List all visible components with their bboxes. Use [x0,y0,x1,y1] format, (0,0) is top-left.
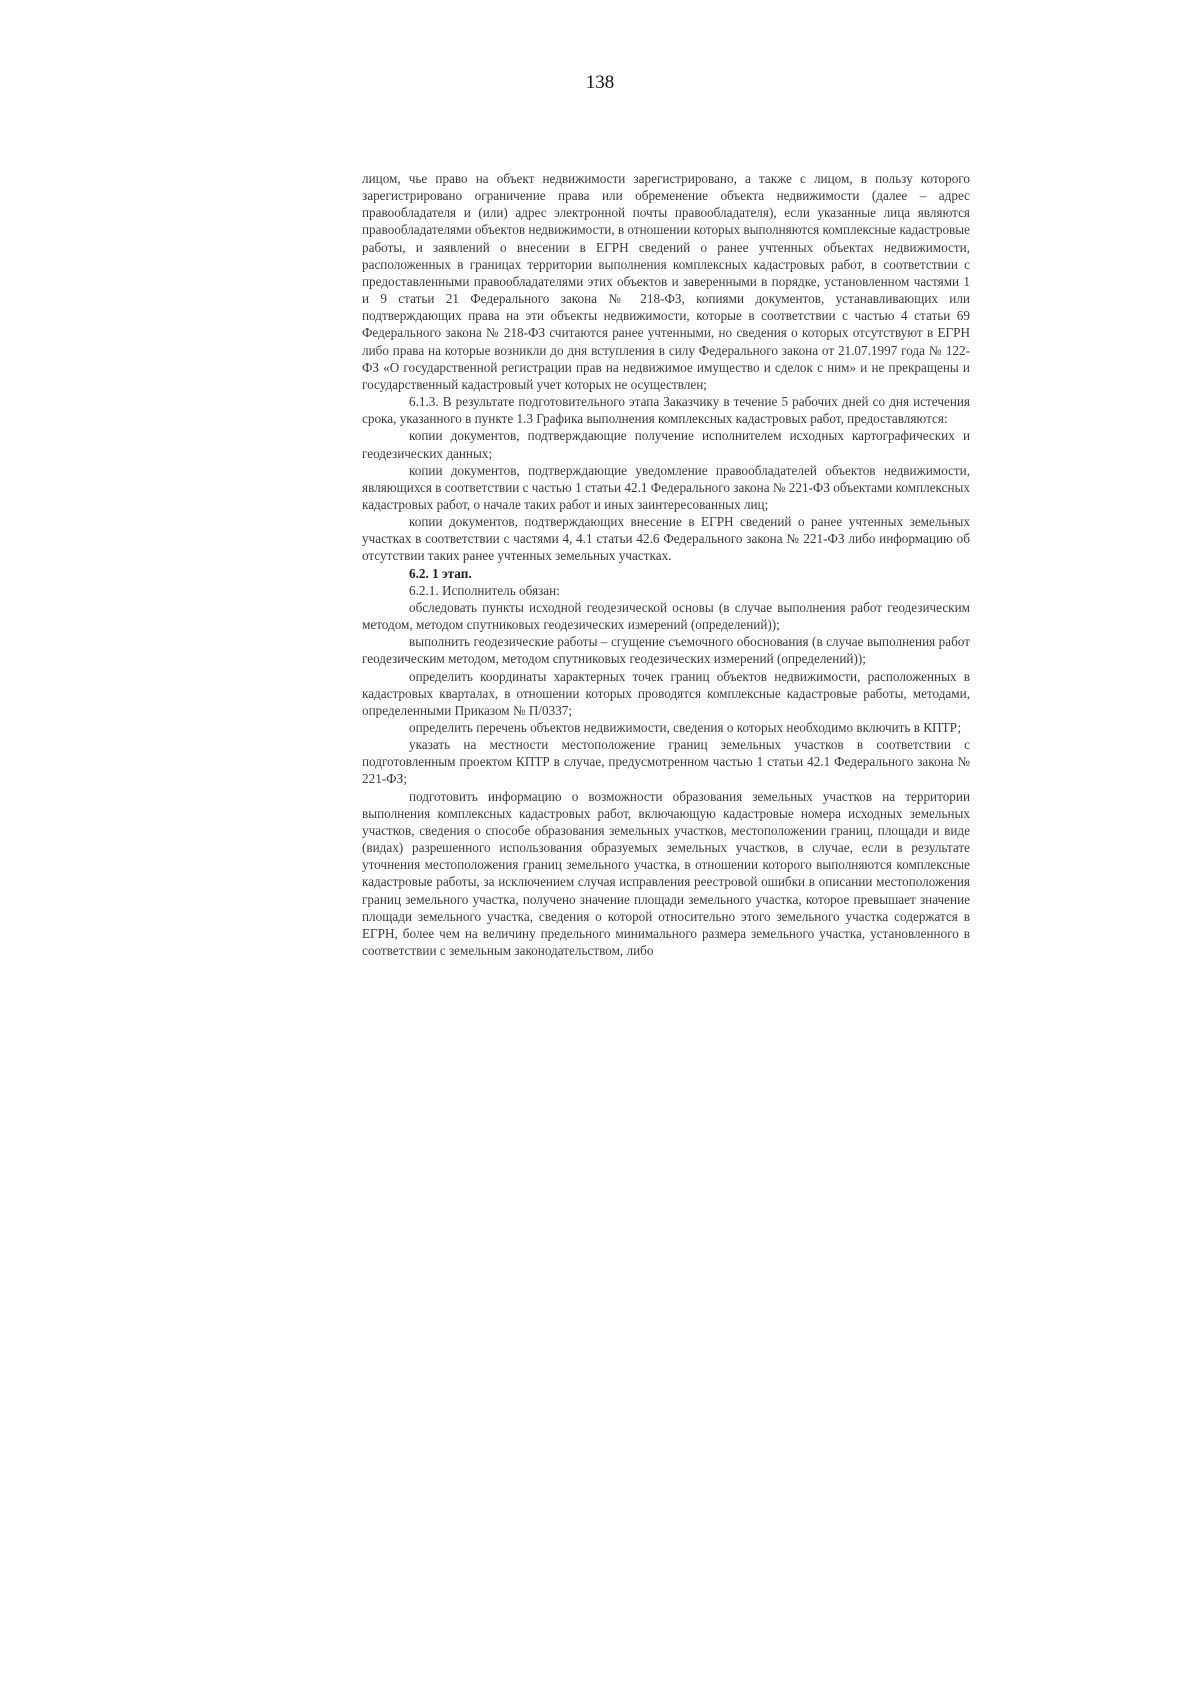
list-item-object-list: определить перечень объектов недвижимости, сведения о которых необходимо включить в КПТР; [409,720,962,735]
list-item-egrn-records: копии документов, подтверждающих внесение в ЕГРН сведений о ранее учтенных земельных участках в соответствии с частями 4, 4.1 статьи 42.6 Федерального закона № 221-ФЗ либо информацию об отсутствии таких ранее учтенных земельных участках. [362,514,970,564]
paragraph-6-2-1: 6.2.1. Исполнитель обязан: [409,582,560,598]
list-item-land-formation-info: подготовить информацию о возможности образования земельных участков на территории выполнения комплексных кадастровых работ, включающую кадастровые номера исходных земельных участков, сведения о способе образования земельных участков, местоположении границ, площади и виде (видах) разрешенного использования образуемых земельных участков, в случае, если в результате уточнения местоположения границ земельного участка, в отношении которого выполняются комплексные кадастровые работы, за исключением случая исправления реестровой ошибки в описании местоположения границ земельного участка, получено значение площади земельного участка, которое превышает значение площади земельного участка, сведения о которой относительно этого земельного участка содержатся в ЕГРН, более чем на величину предельного минимального размера земельного участка, установленного в соответствии с земельным законодательством, либо [362,788,970,959]
document-body [362,170,970,959]
page-number: 138 [585,72,615,93]
paragraph-continuation: лицом, чье право на объект недвижимости зарегистрировано, а также с лицом, в пользу которого зарегистрировано ограничение права или обременение объекта недвижимости (далее – адрес правообладателя и (или) адрес электронной почты правообладателя), если указанные лица являются правообладателями объектов недвижимости, в отношении которых выполняются комплексные кадастровые работы, и заявлений о внесении в ЕГРН сведений о ранее учтенных объектах недвижимости, расположенных в границах территории выполнения комплексных кадастровых работ, в соответствии с предоставленными правообладателями этих объектов и заверенными в порядке, установленном частями 1 и 9 статьи 21 Федерального закона № 218-ФЗ, копиями документов, устанавливающих или подтверждающих права на эти объекты недвижимости, которые в соответствии с частью 4 статьи 69 Федерального закона № 218-ФЗ считаются ранее учтенными, но сведения о которых отсутствуют в ЕГРН либо права на которые возникли до дня вступления в силу Федерального закона от 21.07.1997 года № 122-ФЗ «О государственной регистрации прав на недвижимое имущество и сделок с ним» и не прекращены и государственный кадастровый учет которых не осуществлен; [362,171,970,392]
section-heading-6-2: 6.2. 1 этап. [409,565,472,581]
list-item-owner-notification: копии документов, подтверждающие уведомление правообладателей объектов недвижимости, являющихся в соответствии с частью 1 статьи 42.1 Федерального закона № 221-ФЗ объектами комплексных кадастровых работ, о начале таких работ и иных заинтересованных лиц; [362,462,970,512]
list-item-coordinates: определить координаты характерных точек границ объектов недвижимости, расположенных в кадастровых кварталах, в отношении которых проводятся комплексные кадастровые работы, методами, определенными Приказом № П/0337; [362,668,970,718]
list-item-cartographic-data: копии документов, подтверждающие получение исполнителем исходных картографических и геодезических данных; [362,428,970,461]
list-item-boundary-indication: указать на местности местоположение границ земельных участков в соответствии с подготовленным проектом КПТР в случае, предусмотренном частью 1 статьи 42.1 Федерального закона № 221-ФЗ; [362,737,970,787]
paragraph-6-1-3: 6.1.3. В результате подготовительного этапа Заказчику в течение 5 рабочих дней со дня истечения срока, указанного в пункте 1.3 Графика выполнения комплексных кадастровых работ, предоставляются: [362,394,970,427]
list-item-survey-points: обследовать пункты исходной геодезической основы (в случае выполнения работ геодезическим методом, методом спутниковых геодезических измерений (определений)); [362,599,970,633]
list-item-geodetic-works: выполнить геодезические работы – сгущение съемочного обоснования (в случае выполнения работ геодезическим методом, методом спутниковых геодезических измерений (определений)); [362,634,970,667]
